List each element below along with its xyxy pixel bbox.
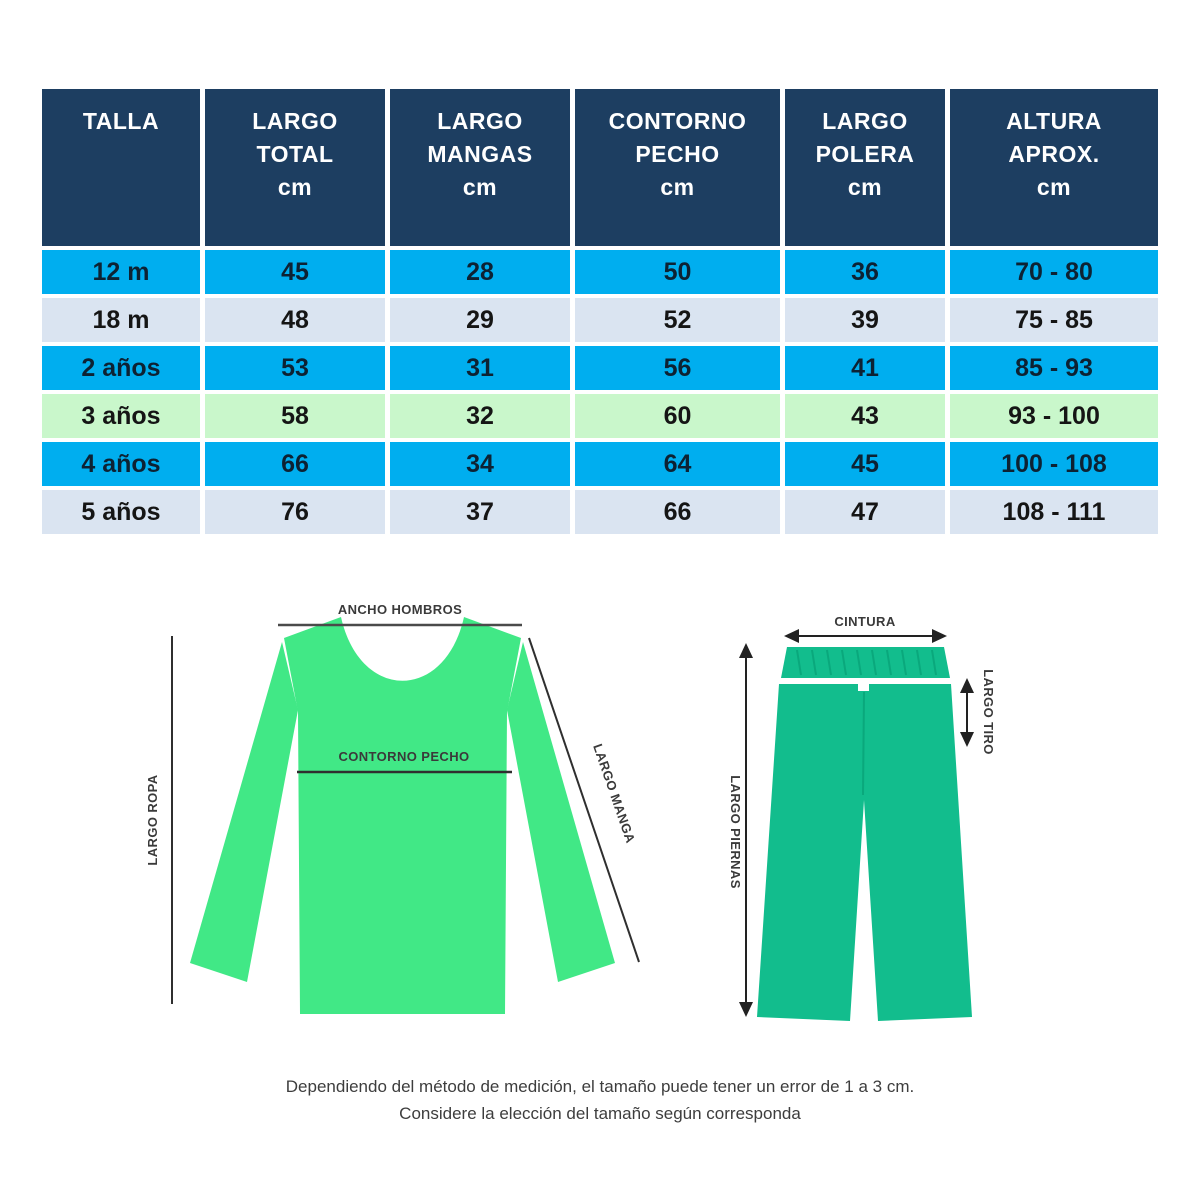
shirt-body-graphic xyxy=(284,617,521,1014)
largo-ropa-label: LARGO ROPA xyxy=(145,774,160,866)
ancho-hombros-label: ANCHO HOMBROS xyxy=(337,602,463,617)
contorno-pecho-label: CONTORNO PECHO xyxy=(338,749,470,764)
col-header-talla: TALLA xyxy=(42,89,200,246)
pants-center-seam xyxy=(863,692,864,795)
shirt-left-sleeve-graphic xyxy=(190,642,298,982)
disclaimer-line-1: Dependiendo del método de medición, el tamaño puede tener un error de 1 a 3 cm. xyxy=(285,1077,915,1096)
cintura-label: CINTURA xyxy=(834,614,896,629)
pants-diagram xyxy=(728,614,996,1021)
table-row-5anos: 5 años 76 37 66 47 108 - 111 xyxy=(42,490,1158,534)
table-row-4anos: 4 años 66 34 64 45 100 - 108 xyxy=(42,442,1158,486)
table-row-2anos: 2 años 53 31 56 41 85 - 93 xyxy=(42,346,1158,390)
largo-piernas-label: LARGO PIERNAS xyxy=(728,775,743,889)
pants-waistband-graphic xyxy=(781,647,950,678)
shirt-right-sleeve-graphic xyxy=(507,642,615,982)
col-header-largo-mangas: LARGO MANGAS cm xyxy=(390,89,570,246)
shirt-diagram xyxy=(145,602,639,1014)
col-header-altura-aprox: ALTURA APROX. cm xyxy=(950,89,1158,246)
largo-tiro-label: LARGO TIRO xyxy=(981,669,996,755)
disclaimer-text xyxy=(0,1073,1200,1127)
col-header-largo-total: LARGO TOTAL cm xyxy=(205,89,385,246)
disclaimer-line-2: Considere la elección del tamaño según corresponda xyxy=(399,1104,801,1123)
largo-manga-label: LARGO MANGA xyxy=(590,741,639,846)
pants-fly-notch xyxy=(858,684,869,691)
table-row-18m: 18 m 48 29 52 39 75 - 85 xyxy=(42,298,1158,342)
table-row-3anos: 3 años 58 32 60 43 93 - 100 xyxy=(42,394,1158,438)
table-row-12m: 12 m 45 28 50 36 70 - 80 xyxy=(42,250,1158,294)
col-header-contorno-pecho: CONTORNO PECHO cm xyxy=(575,89,780,246)
col-header-largo-polera: LARGO POLERA cm xyxy=(785,89,945,246)
